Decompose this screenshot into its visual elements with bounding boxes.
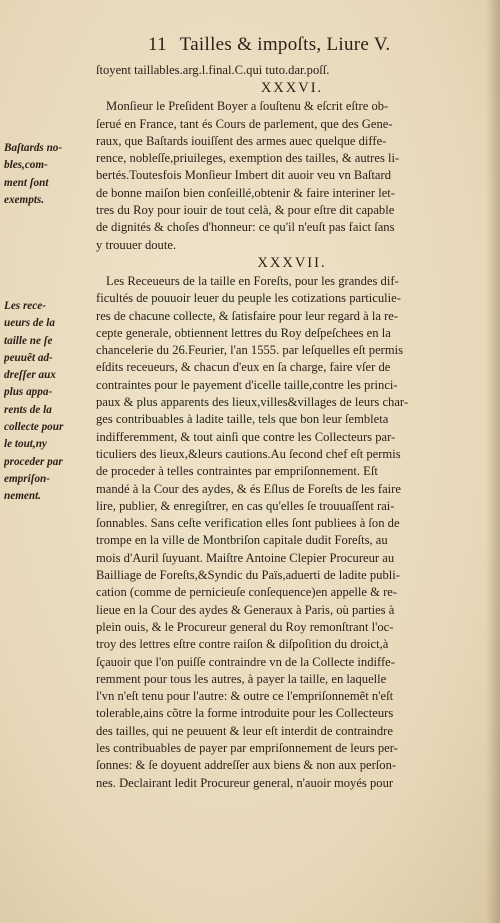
- text-line: contraintes pour le payement d'icelle taille,contre les princi-: [96, 377, 398, 392]
- text-line: trompe en la ville de Montbriſon capitale dudit Foreſts, au: [96, 533, 388, 548]
- text-line: rence, nobleſſe,priuileges, exemption des tailles, & autres li-: [96, 151, 400, 166]
- margin-note-line: collecte pour: [4, 421, 64, 434]
- text-line: de proceder à telles contraintes par empriſonnement. Eſt: [96, 464, 378, 479]
- text-line: ſçauoir que l'on puiſſe contraindre vn de la Collecte indiffe-: [96, 654, 395, 669]
- page-number: 11: [148, 34, 167, 55]
- margin-note-line: exempts.: [4, 193, 45, 206]
- text-line: de bonne maiſon bien conſeillé,obtenir & faire interiner let-: [96, 185, 395, 200]
- text-line: Les Receueurs de la taille en Foreſts, pour les grandes dif-: [106, 273, 399, 288]
- text-line: ſerué en France, tant és Cours de parlement, que des Gene-: [96, 116, 393, 131]
- margin-note-receveurs: [4, 298, 94, 506]
- margin-note-line: rents de la: [4, 403, 52, 416]
- section-heading-36: XXXVI.: [260, 80, 324, 97]
- section-heading-37: XXXVII.: [257, 254, 327, 271]
- text-line: raux, que Baſtards iouiſſent des armes auec quelque diffe-: [96, 133, 387, 148]
- margin-note-line: Les rece-: [4, 300, 46, 312]
- text-line: bertés.Toutesfois Monſieur Imbert dit auoir veu vn Baſtard: [96, 168, 391, 183]
- text-line: les contribuables de payer par empriſonnement de leurs per-: [96, 740, 398, 755]
- text-line: mois d'Auril ſuyuant. Maiſtre Antoine Clepier Procureur au: [96, 550, 395, 565]
- margin-note-line: plus appa-: [4, 386, 53, 399]
- text-line: tolerable,ains cõtre la forme introduite pour les Collecteurs: [96, 706, 394, 721]
- text-line: cepte generale, obtiennent lettres du Roy deſpeſchees en la: [96, 325, 391, 340]
- text-line: de dignités & choſes d'honneur: ce qu'il n'euſt pas faict ſans: [96, 220, 395, 235]
- margin-note-line: proceder par: [4, 455, 63, 468]
- text-line: ticuliers des lieux,&leurs cautions.Au ſecond chef eſt permis: [96, 446, 401, 461]
- margin-note-line: ment ſont: [4, 176, 49, 189]
- text-line: indifferemment, & tout ainſi que contre les Collecteurs par-: [96, 429, 396, 444]
- text-line: eſdits receueurs, & chacun d'eux en ſa charge, faire vſer de: [96, 360, 391, 375]
- text-line: des tailles, qui ne peuuent & leur eſt interdit de contraindre: [96, 723, 393, 738]
- text-line: chancelerie du 26.Feurier, l'an 1555. par leſquelles eſt permis: [96, 343, 404, 358]
- text-line: ſonnes: & ſe doyuent addreſſer aux biens & non aux perſon-: [96, 758, 397, 773]
- margin-note-line: empriſon-: [4, 472, 50, 485]
- main-text-column: [96, 62, 488, 792]
- running-head: [148, 34, 390, 56]
- margin-note-line: taille ne ſe: [4, 334, 53, 347]
- text-line: remment pour tous les autres, à payer la taille, en laquelle: [96, 671, 387, 686]
- text-line: ficultés de pouuoir leuer du peuple les cotizations particulie-: [96, 291, 401, 306]
- page-gutter-shadow: [486, 0, 500, 923]
- text-line: y trouuer doute.: [96, 237, 177, 252]
- margin-note-line: dreſſer aux: [4, 369, 56, 382]
- margin-note-line: ueurs de la: [4, 317, 55, 330]
- margin-note-line: Baſtards no-: [4, 142, 63, 154]
- margin-note-line: le tout,ny: [4, 438, 47, 451]
- text-line: troy des lettres eſtre contre raiſon & diſpoſition du droict,à: [96, 637, 389, 652]
- text-line: res de chacune collecte, & ſatisfaire pour leur regard à la re-: [96, 308, 399, 323]
- text-line: lieue en la Cour des aydes & Generaux à Paris, où parties à: [96, 602, 395, 617]
- text-line: cation (comme de pernicieuſe conſequence)en appelle & re-: [96, 585, 398, 600]
- text-line: plein ouis, & le Procureur general du Roy remonſtrant l'oc-: [96, 619, 394, 634]
- margin-note-bastards: [4, 140, 94, 209]
- text-line: ſonnables. Sans ceſte verification elles ſont publiees à ſon de: [96, 516, 400, 531]
- text-line: l'vn n'eſt tenu pour l'autre: & outre ce l'empriſonnemẽt n'eſt: [96, 689, 394, 704]
- text-line: lire, publier, & enregiſtrer, en cas qu'elles ſe trouuaſſent rai-: [96, 498, 395, 513]
- text-line: nes. Declairant ledit Procureur general, n'auoir moyés pour: [96, 775, 394, 790]
- text-line: Monſieur le Preſident Boyer a ſouſtenu & eſcrit eſtre ob-: [106, 99, 389, 114]
- margin-note-line: nement.: [4, 490, 41, 503]
- text-line: tres du Roy pour iouir de tout celà, & pour eſtre dit capable: [96, 203, 395, 218]
- margin-note-line: bles,com-: [4, 159, 48, 172]
- text-line: ſtoyent taillables.arg.l.final.C.qui tuto.dar.poſſ.: [96, 63, 330, 77]
- text-line: mandé à la Cour des aydes, & és Eſlus de Foreſts de les faire: [96, 481, 401, 496]
- running-head-title: Tailles & impoſts, Liure V.: [179, 34, 391, 55]
- text-line: Bailliage de Foreſts,&Syndic du Païs,aduerti de ladite publi-: [96, 568, 400, 583]
- text-line: paux & plus apparents des lieux,villes&villages de leurs char-: [96, 395, 409, 410]
- margin-note-line: peuuẽt ad-: [4, 351, 53, 364]
- text-line: ges contribuables à ladite taille, tels que bon leur ſembleta: [96, 412, 389, 427]
